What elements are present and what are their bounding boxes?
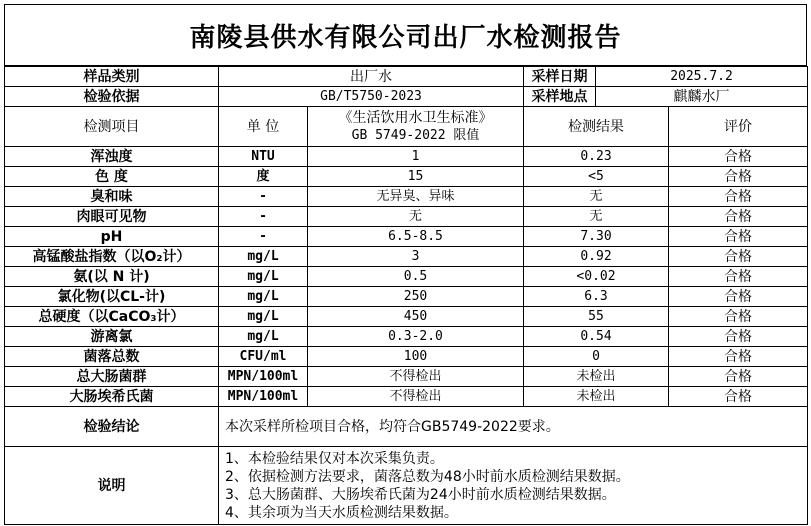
column-header-row [5, 107, 808, 147]
table-row [5, 267, 808, 287]
row-result: 0.23 [524, 147, 669, 167]
row-eval: 合格 [669, 287, 808, 307]
sample-date-value: 2025.7.2 [596, 67, 808, 87]
row-item: 游离氯 [5, 327, 219, 347]
row-limit: 1 [308, 147, 524, 167]
col-result: 检测结果 [524, 107, 669, 147]
table-row [5, 327, 808, 347]
row-result: <0.02 [524, 267, 669, 287]
notes-row [5, 447, 808, 525]
notes-label: 说明 [5, 447, 219, 525]
row-eval: 合格 [669, 267, 808, 287]
row-unit: MPN/100ml [219, 387, 308, 407]
sample-type-value: 出厂水 [219, 67, 524, 87]
location-label: 采样地点 [524, 87, 596, 107]
location-value: 麒麟水厂 [596, 87, 808, 107]
row-eval: 合格 [669, 387, 808, 407]
row-limit: 450 [308, 307, 524, 327]
row-result: 未检出 [524, 367, 669, 387]
basis-label: 检验依据 [5, 87, 219, 107]
row-unit: - [219, 187, 308, 207]
table-row [5, 247, 808, 267]
row-result: 无 [524, 207, 669, 227]
row-result: 7.30 [524, 227, 669, 247]
row-unit: NTU [219, 147, 308, 167]
row-eval: 合格 [669, 187, 808, 207]
row-unit: mg/L [219, 267, 308, 287]
water-quality-report [4, 4, 807, 522]
row-limit: 不得检出 [308, 367, 524, 387]
table-row [5, 167, 808, 187]
row-eval: 合格 [669, 347, 808, 367]
row-item: 氨(以 N 计) [5, 267, 219, 287]
row-limit: 0.3-2.0 [308, 327, 524, 347]
row-result: 0.92 [524, 247, 669, 267]
note-line: 2、依据检测方法要求，菌落总数为48小时前水质检测结果数据。 [225, 468, 630, 485]
row-result: 6.3 [524, 287, 669, 307]
row-result: 0 [524, 347, 669, 367]
row-eval: 合格 [669, 207, 808, 227]
row-unit: 度 [219, 167, 308, 187]
conclusion-row [5, 407, 808, 447]
row-item: 高锰酸盐指数（以O₂计） [5, 247, 219, 267]
col-standard-line2: GB 5749-2022 限值 [351, 127, 480, 143]
row-unit: MPN/100ml [219, 367, 308, 387]
row-unit: - [219, 227, 308, 247]
table-row [5, 347, 808, 367]
col-unit: 单 位 [219, 107, 308, 147]
row-limit: 100 [308, 347, 524, 367]
col-standard [308, 107, 524, 147]
row-unit: mg/L [219, 247, 308, 267]
row-eval: 合格 [669, 327, 808, 347]
row-item: 肉眼可见物 [5, 207, 219, 227]
note-line: 1、本检验结果仅对本次采集负责。 [225, 450, 444, 467]
row-unit: - [219, 207, 308, 227]
row-item: pH [5, 227, 219, 247]
row-item: 菌落总数 [5, 347, 219, 367]
row-eval: 合格 [669, 227, 808, 247]
table-row [5, 367, 808, 387]
info-row-sample [5, 67, 808, 87]
basis-value: GB/T5750-2023 [219, 87, 524, 107]
note-line: 3、总大肠菌群、大肠埃希氏菌为24小时前水质检测结果数据。 [225, 486, 616, 503]
report-title: 南陵县供水有限公司出厂水检测报告 [4, 4, 807, 66]
col-eval: 评价 [669, 107, 808, 147]
row-result: 55 [524, 307, 669, 327]
table-row [5, 287, 808, 307]
row-eval: 合格 [669, 147, 808, 167]
row-item: 氯化物(以CL-计) [5, 287, 219, 307]
table-row [5, 227, 808, 247]
table-row [5, 307, 808, 327]
row-limit: 无异臭、异味 [308, 187, 524, 207]
row-unit: mg/L [219, 307, 308, 327]
row-item: 大肠埃希氏菌 [5, 387, 219, 407]
row-limit: 250 [308, 287, 524, 307]
row-unit: mg/L [219, 287, 308, 307]
row-unit: mg/L [219, 327, 308, 347]
row-item: 总硬度（以CaCO₃计） [5, 307, 219, 327]
table-row [5, 147, 808, 167]
notes-text [219, 447, 808, 525]
row-result: 无 [524, 187, 669, 207]
sample-type-label: 样品类别 [5, 67, 219, 87]
conclusion-label: 检验结论 [5, 407, 219, 447]
table-row [5, 387, 808, 407]
row-eval: 合格 [669, 367, 808, 387]
col-item: 检测项目 [5, 107, 219, 147]
note-line: 4、其余项为当天水质检测结果数据。 [225, 504, 458, 521]
row-limit: 0.5 [308, 267, 524, 287]
row-item: 臭和味 [5, 187, 219, 207]
row-eval: 合格 [669, 247, 808, 267]
row-result: 0.54 [524, 327, 669, 347]
row-unit: CFU/ml [219, 347, 308, 367]
row-item: 浑浊度 [5, 147, 219, 167]
row-limit: 不得检出 [308, 387, 524, 407]
sample-date-label: 采样日期 [524, 67, 596, 87]
col-standard-line1: 《生活饮用水卫生标准》 [338, 109, 493, 126]
row-eval: 合格 [669, 167, 808, 187]
row-limit: 6.5-8.5 [308, 227, 524, 247]
row-result: 未检出 [524, 387, 669, 407]
report-table [4, 66, 808, 525]
table-row [5, 187, 808, 207]
row-eval: 合格 [669, 307, 808, 327]
row-result: <5 [524, 167, 669, 187]
info-row-basis [5, 87, 808, 107]
row-limit: 3 [308, 247, 524, 267]
row-limit: 15 [308, 167, 524, 187]
conclusion-text: 本次采样所检项目合格，均符合GB5749-2022要求。 [219, 407, 808, 447]
row-item: 色 度 [5, 167, 219, 187]
row-limit: 无 [308, 207, 524, 227]
row-item: 总大肠菌群 [5, 367, 219, 387]
table-row [5, 207, 808, 227]
